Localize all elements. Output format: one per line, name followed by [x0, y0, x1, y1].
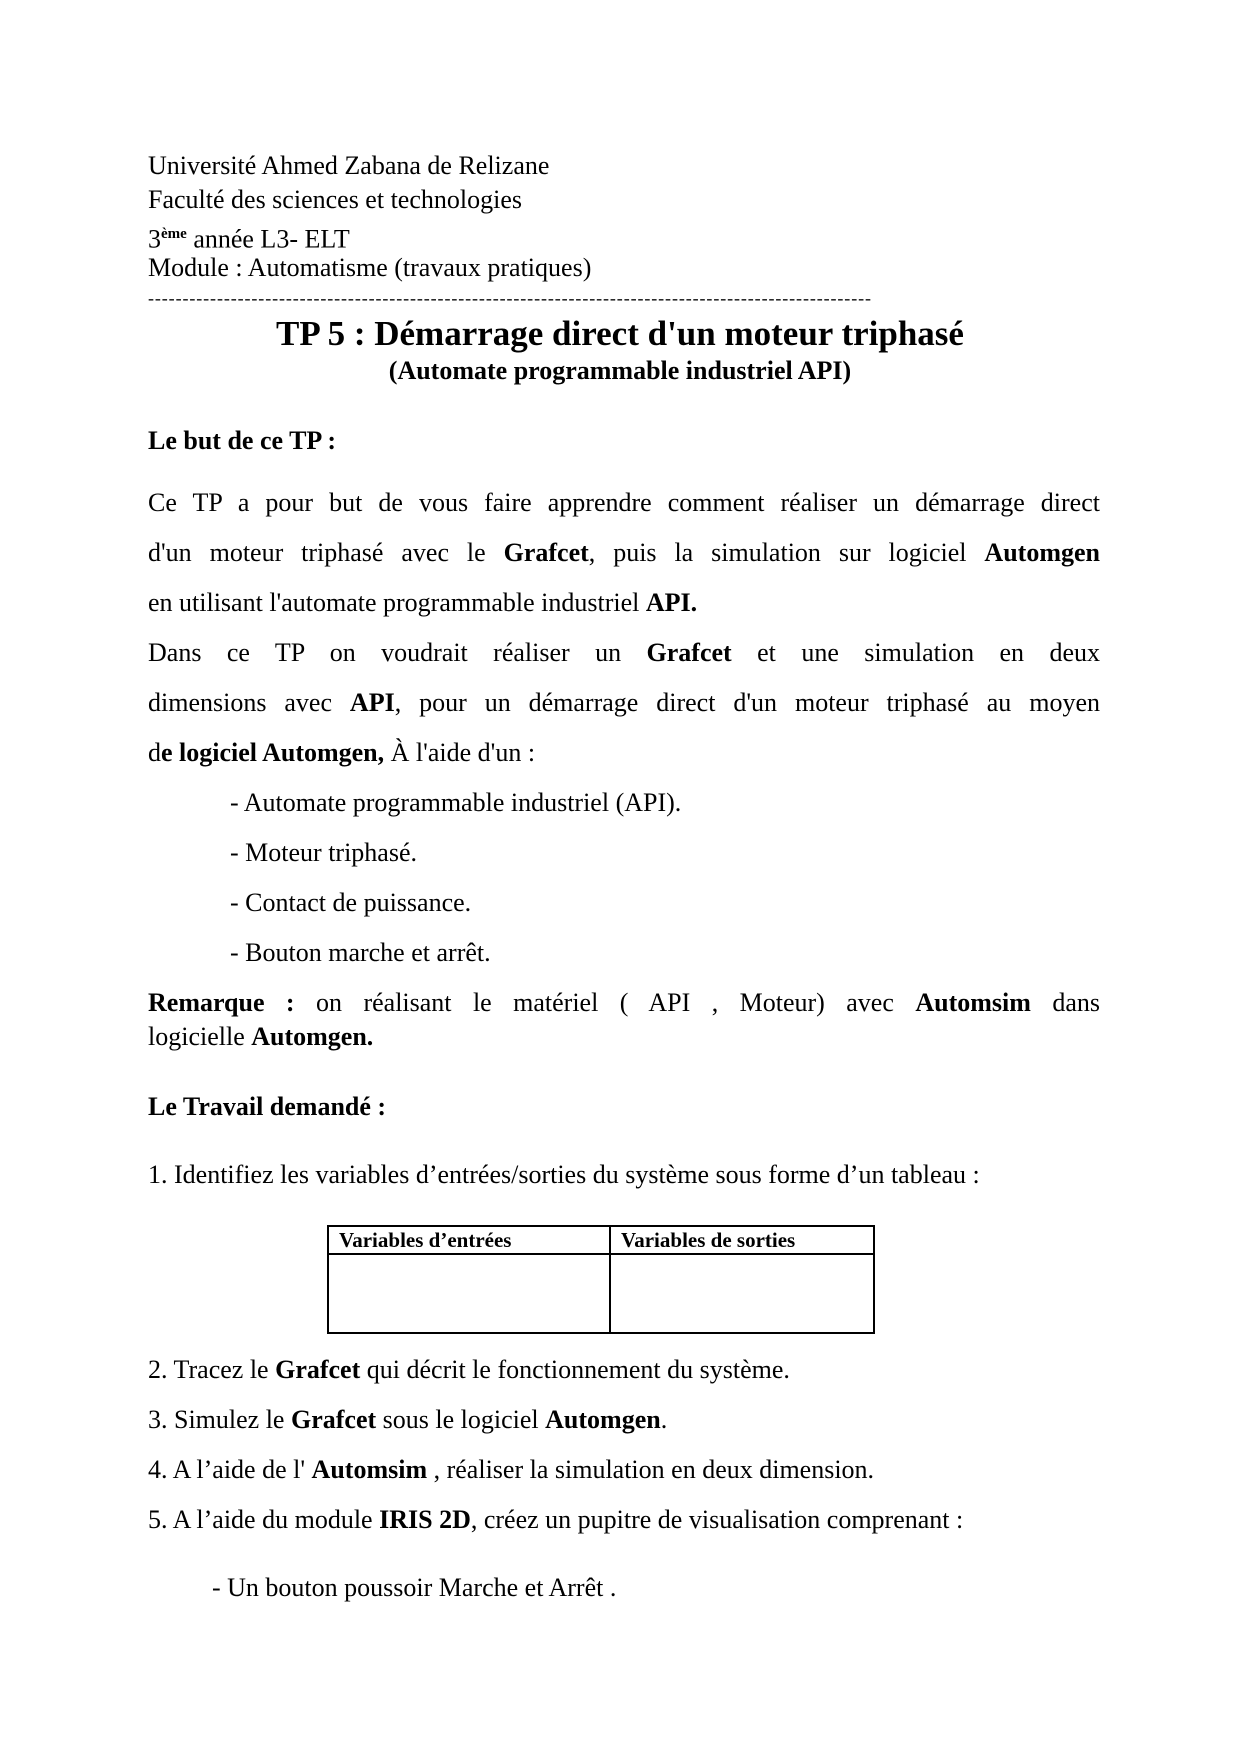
faculty-name: Faculté des sciences et technologies	[148, 185, 522, 214]
remark-line: logicielle Automgen.	[148, 1022, 374, 1051]
question-4: 4. A l’aide de l' Automsim , réaliser la simulation en deux dimension.	[148, 1455, 875, 1484]
goal-paragraph-line: d'un moteur triphasé avec le Grafcet, puis la simulation sur logiciel Automgen	[148, 538, 1100, 567]
list-item: - Contact de puissance.	[230, 888, 472, 917]
table-header-outputs: Variables de sorties	[610, 1226, 874, 1254]
page-subtitle: (Automate programmable industriel API)	[388, 356, 852, 385]
table-cell-inputs	[328, 1254, 610, 1333]
table-header-row	[328, 1226, 874, 1254]
university-name: Université Ahmed Zabana de Relizane	[148, 151, 550, 180]
goal-heading: Le but de ce TP :	[148, 426, 337, 455]
list-item: - Moteur triphasé.	[230, 838, 418, 867]
goal-paragraph-line: Ce TP a pour but de vous faire apprendre comment réaliser un démarrage direct	[148, 488, 1100, 517]
question-3: 3. Simulez le Grafcet sous le logiciel Automgen.	[148, 1405, 668, 1434]
table-header-inputs: Variables d’entrées	[328, 1226, 610, 1254]
table-cell-outputs	[610, 1254, 874, 1333]
list-item: - Bouton marche et arrêt.	[230, 938, 491, 967]
question-5: 5. A l’aide du module IRIS 2D, créez un pupitre de visualisation comprenant :	[148, 1505, 964, 1534]
work-heading: Le Travail demandé :	[148, 1092, 387, 1121]
header-separator: ---------------------------------------------------------------------------------------------------------	[148, 288, 872, 308]
goal-paragraph-line: en utilisant l'automate programmable industriel API.	[148, 588, 698, 617]
question-1: 1. Identifiez les variables d’entrées/sorties du système sous forme d’un tableau :	[148, 1160, 980, 1189]
page-title: TP 5 : Démarrage direct d'un moteur triphasé	[276, 314, 964, 353]
module-name: Module : Automatisme (travaux pratiques)	[148, 253, 592, 282]
question-2: 2. Tracez le Grafcet qui décrit le fonctionnement du système.	[148, 1355, 790, 1384]
remark-line: Remarque : on réalisant le matériel ( API , Moteur) avec Automsim dans	[148, 988, 1100, 1017]
table-row	[328, 1254, 874, 1333]
io-variables-table	[327, 1225, 875, 1334]
list-item: - Automate programmable industriel (API).	[230, 788, 682, 817]
question-5-item: - Un bouton poussoir Marche et Arrêt .	[212, 1573, 617, 1602]
goal-paragraph-line: Dans ce TP on voudrait réaliser un Grafcet et une simulation en deux	[148, 638, 1100, 667]
year-level: 3ème année L3- ELT	[148, 224, 350, 254]
goal-paragraph-line: de logiciel Automgen, À l'aide d'un :	[148, 738, 536, 767]
goal-paragraph-line: dimensions avec API, pour un démarrage direct d'un moteur triphasé au moyen	[148, 688, 1100, 717]
